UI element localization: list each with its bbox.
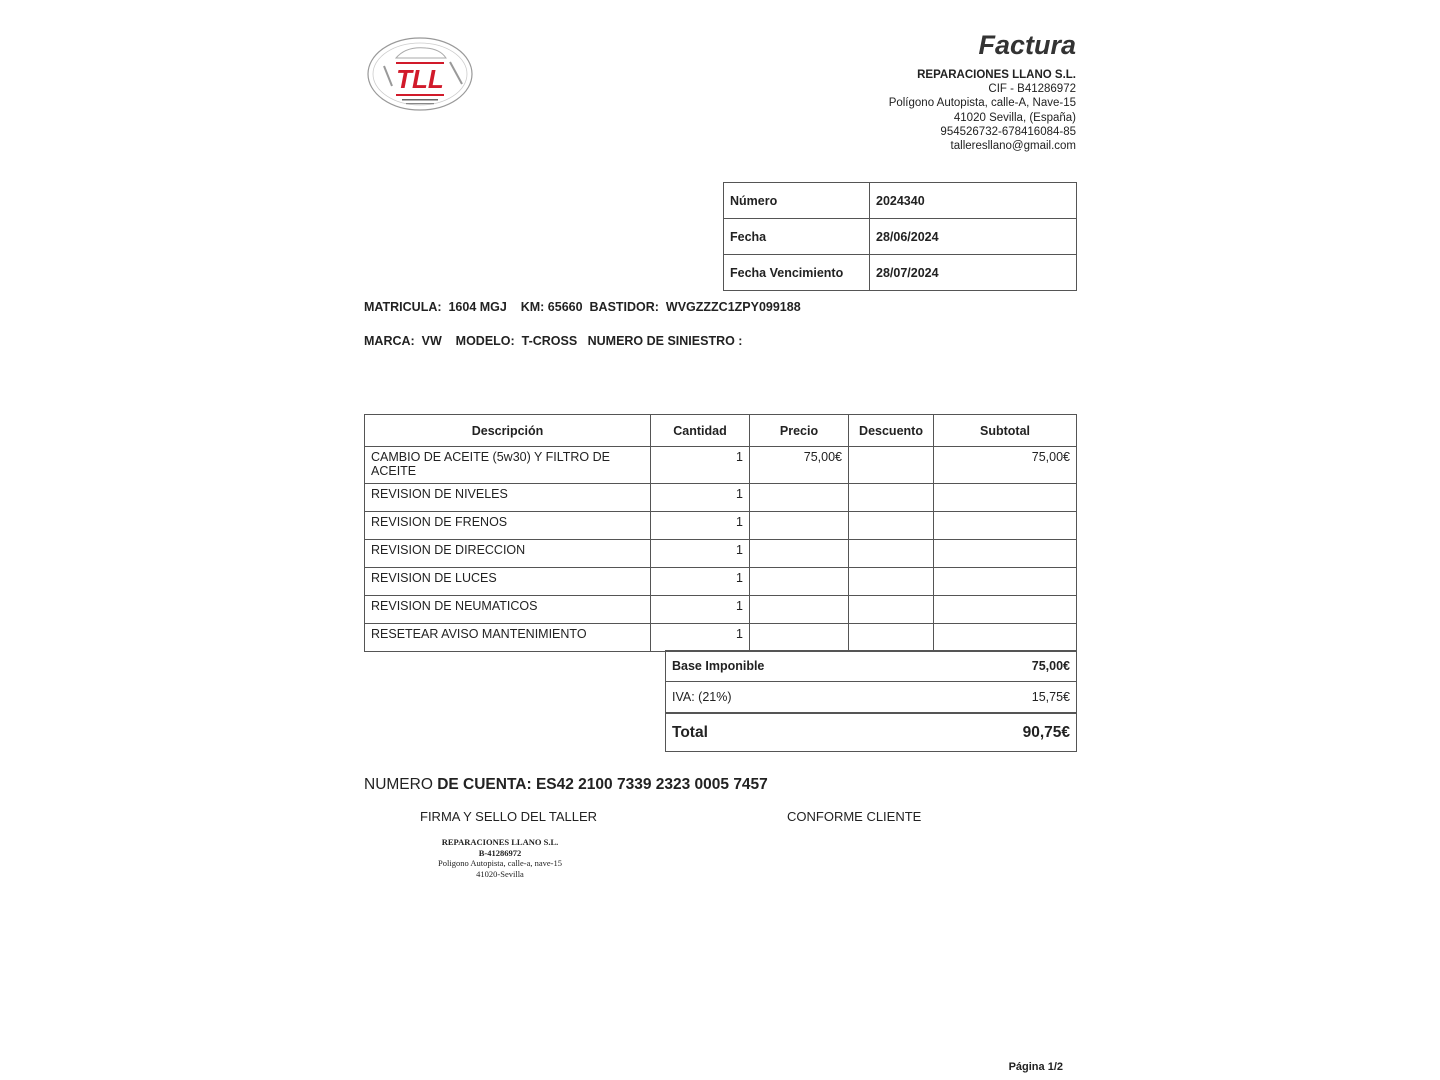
company-name: REPARACIONES LLANO S.L. [917,69,1076,81]
item-subtotal [934,484,1077,512]
column-header-description: Descripción [365,415,651,447]
item-description: REVISION DE NIVELES [365,484,651,512]
stamp-line-1: REPARACIONES LLANO S.L. [441,837,559,847]
item-quantity: 1 [651,596,750,624]
item-description: RESETEAR AVISO MANTENIMIENTO [365,624,651,652]
meta-row [724,255,1077,291]
company-phone: 954526732-678416084-85 [940,125,1076,138]
totals-row-base [666,651,1077,682]
item-price [750,624,849,652]
company-stamp [420,837,580,879]
account-number: DE CUENTA: ES42 2100 7339 2323 0005 7457 [437,776,768,793]
total-label: Total [666,713,928,752]
total-value: 90,75€ [927,713,1076,752]
base-label: Base Imponible [666,651,928,682]
stamp-line-4: 41020-Sevilla [476,868,524,879]
account-prefix: NUMERO [364,776,438,793]
iva-value: 15,75€ [927,682,1076,714]
iva-label: IVA: (21%) [666,682,928,714]
workshop-signature-label: FIRMA Y SELLO DEL TALLER [420,809,598,824]
items-header-row [365,415,1077,447]
item-subtotal: 75,00€ [934,447,1077,484]
table-row [365,568,1077,596]
totals-row-total [666,713,1077,752]
column-header-discount: Descuento [849,415,934,447]
meta-row [724,219,1077,255]
meta-label: Fecha Vencimiento [724,255,870,291]
stamp-line-2: B-41286972 [478,847,522,858]
item-description: CAMBIO DE ACEITE (5w30) Y FILTRO DE ACEITE [365,447,651,484]
column-header-subtotal: Subtotal [934,415,1077,447]
item-price [750,568,849,596]
logo-text: TLL [396,64,444,94]
item-discount [849,568,934,596]
item-description: REVISION DE LUCES [365,568,651,596]
item-description: REVISION DE DIRECCION [365,540,651,568]
vehicle-info-line-2: MARCA: VW MODELO: T-CROSS NUMERO DE SINIESTRO : [364,334,743,348]
item-subtotal [934,624,1077,652]
meta-value: 28/06/2024 [870,219,1077,255]
company-address-1: Polígono Autopista, calle-A, Nave-15 [888,97,1076,110]
bank-account [364,776,768,794]
item-discount [849,447,934,484]
item-description: REVISION DE FRENOS [365,512,651,540]
items-table [364,414,1077,652]
company-cif: CIF - B41286972 [988,83,1076,96]
company-email: talleresllano@gmail.com [950,140,1076,153]
table-row [365,447,1077,484]
item-subtotal [934,596,1077,624]
item-price [750,540,849,568]
table-row [365,624,1077,652]
item-price: 75,00€ [750,447,849,484]
totals-table [665,650,1077,752]
table-row [365,512,1077,540]
item-quantity: 1 [651,568,750,596]
item-subtotal [934,540,1077,568]
column-header-quantity: Cantidad [651,415,750,447]
base-value: 75,00€ [927,651,1076,682]
item-discount [849,512,934,540]
table-row [365,484,1077,512]
table-row [365,596,1077,624]
company-address-2: 41020 Sevilla, (España) [953,111,1076,124]
item-price [750,596,849,624]
item-subtotal [934,568,1077,596]
stamp-line-3: Poligono Autopista, calle-a, nave-15 [438,858,562,868]
item-price [750,512,849,540]
item-discount [849,596,934,624]
client-signature-label: CONFORME CLIENTE [787,809,922,824]
vehicle-info-line-1: MATRICULA: 1604 MGJ KM: 65660 BASTIDOR: WVGZZZC1ZPY099188 [364,300,801,314]
page-number: Página 1/2 [1008,1061,1063,1073]
item-quantity: 1 [651,624,750,652]
item-subtotal [934,512,1077,540]
item-discount [849,624,934,652]
item-quantity: 1 [651,484,750,512]
item-discount [849,540,934,568]
item-price [750,484,849,512]
meta-label: Fecha [724,219,870,255]
item-quantity: 1 [651,512,750,540]
company-info [889,68,1076,153]
company-logo [366,36,474,112]
item-description: REVISION DE NEUMATICOS [365,596,651,624]
item-discount [849,484,934,512]
meta-label: Número [724,183,870,219]
invoice-meta-table [723,182,1077,291]
totals-row-iva [666,682,1077,714]
meta-value: 28/07/2024 [870,255,1077,291]
table-row [365,540,1077,568]
document-title: Factura [978,30,1076,60]
column-header-price: Precio [750,415,849,447]
item-quantity: 1 [651,447,750,484]
meta-value: 2024340 [870,183,1077,219]
item-quantity: 1 [651,540,750,568]
meta-row [724,183,1077,219]
